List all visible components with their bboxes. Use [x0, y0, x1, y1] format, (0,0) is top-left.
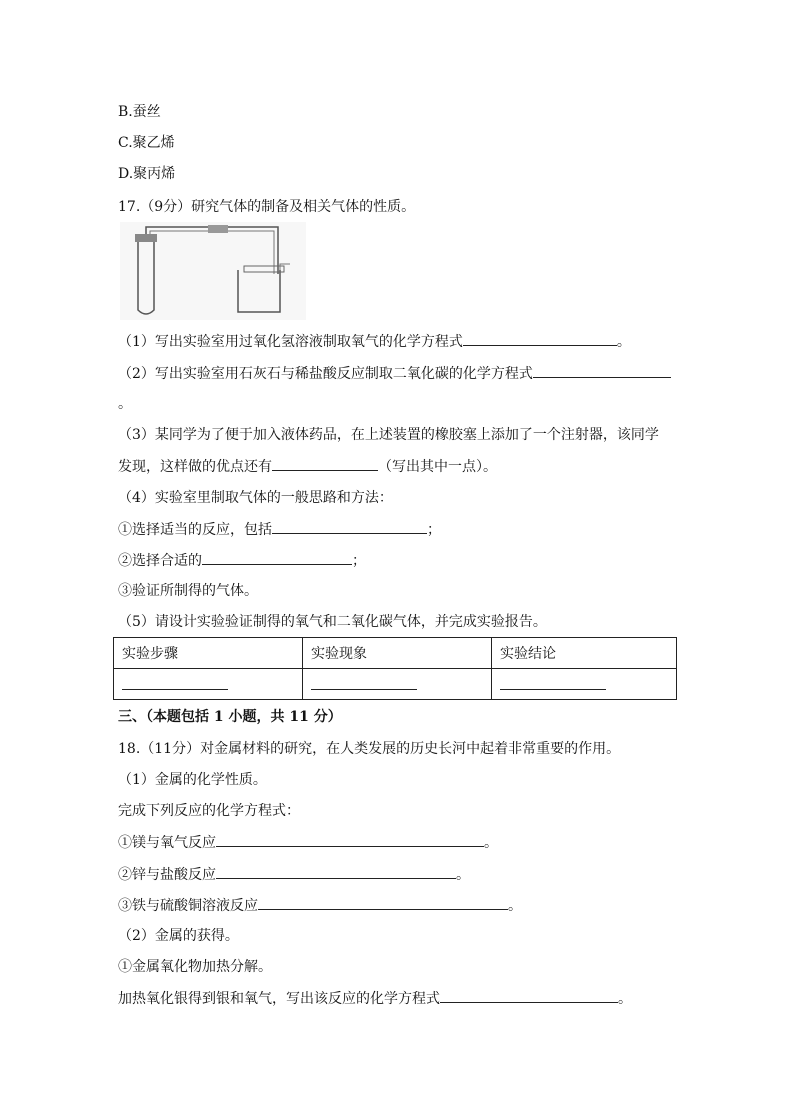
table-header-cell: 实验结论 — [492, 638, 677, 669]
answer-blank[interactable] — [216, 864, 456, 879]
q17-part4: （4）实验室里制取气体的一般思路和方法： — [118, 490, 393, 506]
answer-blank[interactable] — [272, 456, 378, 471]
answer-blank[interactable] — [500, 675, 606, 690]
q18-part1-intro: 完成下列反应的化学方程式： — [118, 803, 300, 819]
table-row — [114, 669, 677, 700]
answer-blank[interactable] — [463, 331, 617, 346]
q18-part2-item1: ①金属氧化物加热分解。 — [118, 959, 272, 975]
answer-blank[interactable] — [440, 988, 618, 1003]
answer-blank[interactable] — [202, 550, 352, 565]
table-header-cell: 实验现象 — [303, 638, 492, 669]
table-cell — [303, 669, 492, 700]
q17-part4-item3: ③验证所制得的气体。 — [118, 583, 258, 599]
q18-part1-item3: ③铁与硫酸铜溶液反应 。 — [118, 895, 522, 916]
option-b: B.蚕丝 — [118, 104, 161, 120]
table-cell — [114, 669, 303, 700]
q17-part5: （5）请设计实验验证制得的氧气和二氧化碳气体，并完成实验报告。 — [118, 614, 547, 630]
answer-blank[interactable] — [216, 832, 484, 847]
answer-blank[interactable] — [258, 895, 508, 910]
q18-part1-item1: ①镁与氧气反应 。 — [118, 832, 498, 853]
experiment-report-table — [113, 637, 677, 700]
answer-blank[interactable] — [122, 675, 228, 690]
q17-title: 17.（9分）研究气体的制备及相关气体的性质。 — [118, 199, 416, 215]
q18-part1: （1）金属的化学性质。 — [118, 772, 267, 788]
q17-part4-item1: ①选择适当的反应，包括 ； — [118, 519, 441, 540]
table-header-cell: 实验步骤 — [114, 638, 303, 669]
q17-part1: （1）写出实验室用过氧化氢溶液制取氧气的化学方程式 。 — [118, 331, 631, 352]
q18-part2-item1-text: 加热氧化银得到银和氧气，写出该反应的化学方程式 。 — [118, 988, 632, 1009]
option-d: D.聚丙烯 — [118, 166, 176, 182]
q17-part4-item2: ②选择合适的 ； — [118, 550, 366, 571]
q18-title: 18.（11分）对金属材料的研究，在人类发展的历史长河中起着非常重要的作用。 — [118, 741, 621, 757]
q18-part2: （2）金属的获得。 — [118, 928, 239, 944]
gas-apparatus-illustration — [120, 222, 306, 320]
answer-blank[interactable] — [533, 363, 671, 378]
answer-blank[interactable] — [311, 675, 417, 690]
q17-part2: （2）写出实验室用石灰石与稀盐酸反应制取二氧化碳的化学方程式 — [118, 363, 671, 384]
option-c: C.聚乙烯 — [118, 135, 175, 151]
table-cell — [492, 669, 677, 700]
q17-part2-end: 。 — [118, 396, 132, 412]
q17-part3-line1: （3）某同学为了便于加入液体药品，在上述装置的橡胶塞上添加了一个注射器，该同学 — [118, 427, 659, 443]
q18-part1-item2: ②锌与盐酸反应 。 — [118, 864, 470, 885]
answer-blank[interactable] — [272, 519, 427, 534]
section3-heading: 三、（本题包括 1 小题，共 11 分） — [118, 709, 342, 725]
q17-part3-line2: 发现，这样做的优点还有 （写出其中一点）。 — [118, 456, 497, 477]
table-header-row — [114, 638, 677, 669]
